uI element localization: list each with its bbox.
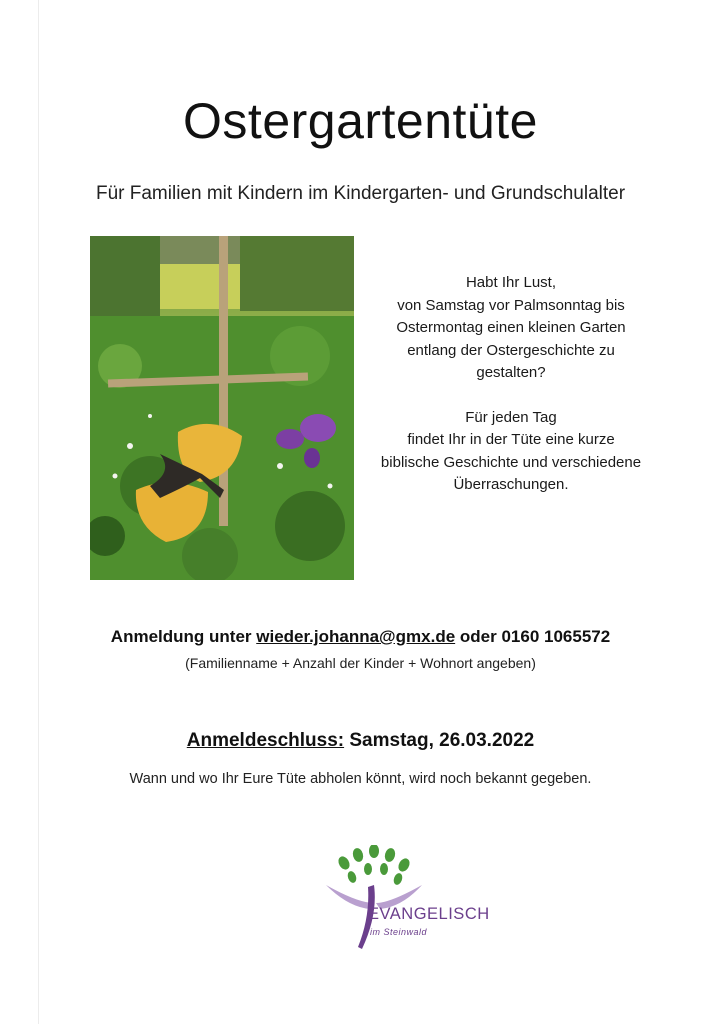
easter-garden-photo xyxy=(90,236,354,580)
evangelisch-logo-icon xyxy=(318,845,508,955)
registration-phone: oder 0160 1065572 xyxy=(459,627,611,646)
logo-name: EVANGELISCH xyxy=(368,905,490,923)
intro-line: von Samstag vor Palmsonntag bis xyxy=(397,296,625,314)
page-title: Ostergartentüte xyxy=(183,93,538,149)
intro-line: entlang der Ostergeschichte zu xyxy=(407,341,615,359)
intro-line: Für jeden Tag xyxy=(465,408,557,426)
registration-note: (Familienname + Anzahl der Kinder + Wohnort angeben) xyxy=(185,655,536,671)
page-edge xyxy=(38,0,39,1024)
deadline-date: Samstag, 26.03.2022 xyxy=(349,730,535,751)
pickup-info: Wann und wo Ihr Eure Tüte abholen könnt, wird noch bekannt gegeben. xyxy=(129,771,592,787)
intro-line: biblische Geschichte und verschiedene xyxy=(380,453,642,471)
registration-line xyxy=(0,627,721,647)
intro-line: gestalten? xyxy=(476,364,546,381)
intro-line: Ostermontag einen kleinen Garten xyxy=(396,319,626,336)
registration-prefix: Anmeldung unter xyxy=(110,627,252,646)
page-subtitle: Für Familien mit Kindern im Kindergarten- und Grundschulalter xyxy=(95,183,626,204)
registration-email-link[interactable]: wieder.johanna@gmx.de xyxy=(256,627,456,646)
logo-subtitle: im Steinwald xyxy=(370,927,428,937)
intro-line: findet Ihr in der Tüte eine kurze xyxy=(407,431,615,448)
intro-line: Habt Ihr Lust, xyxy=(465,274,557,291)
intro-text xyxy=(366,272,656,497)
deadline-label: Anmeldeschluss: xyxy=(186,730,345,751)
deadline-line xyxy=(0,730,721,752)
intro-line: Überraschungen. xyxy=(453,476,569,493)
